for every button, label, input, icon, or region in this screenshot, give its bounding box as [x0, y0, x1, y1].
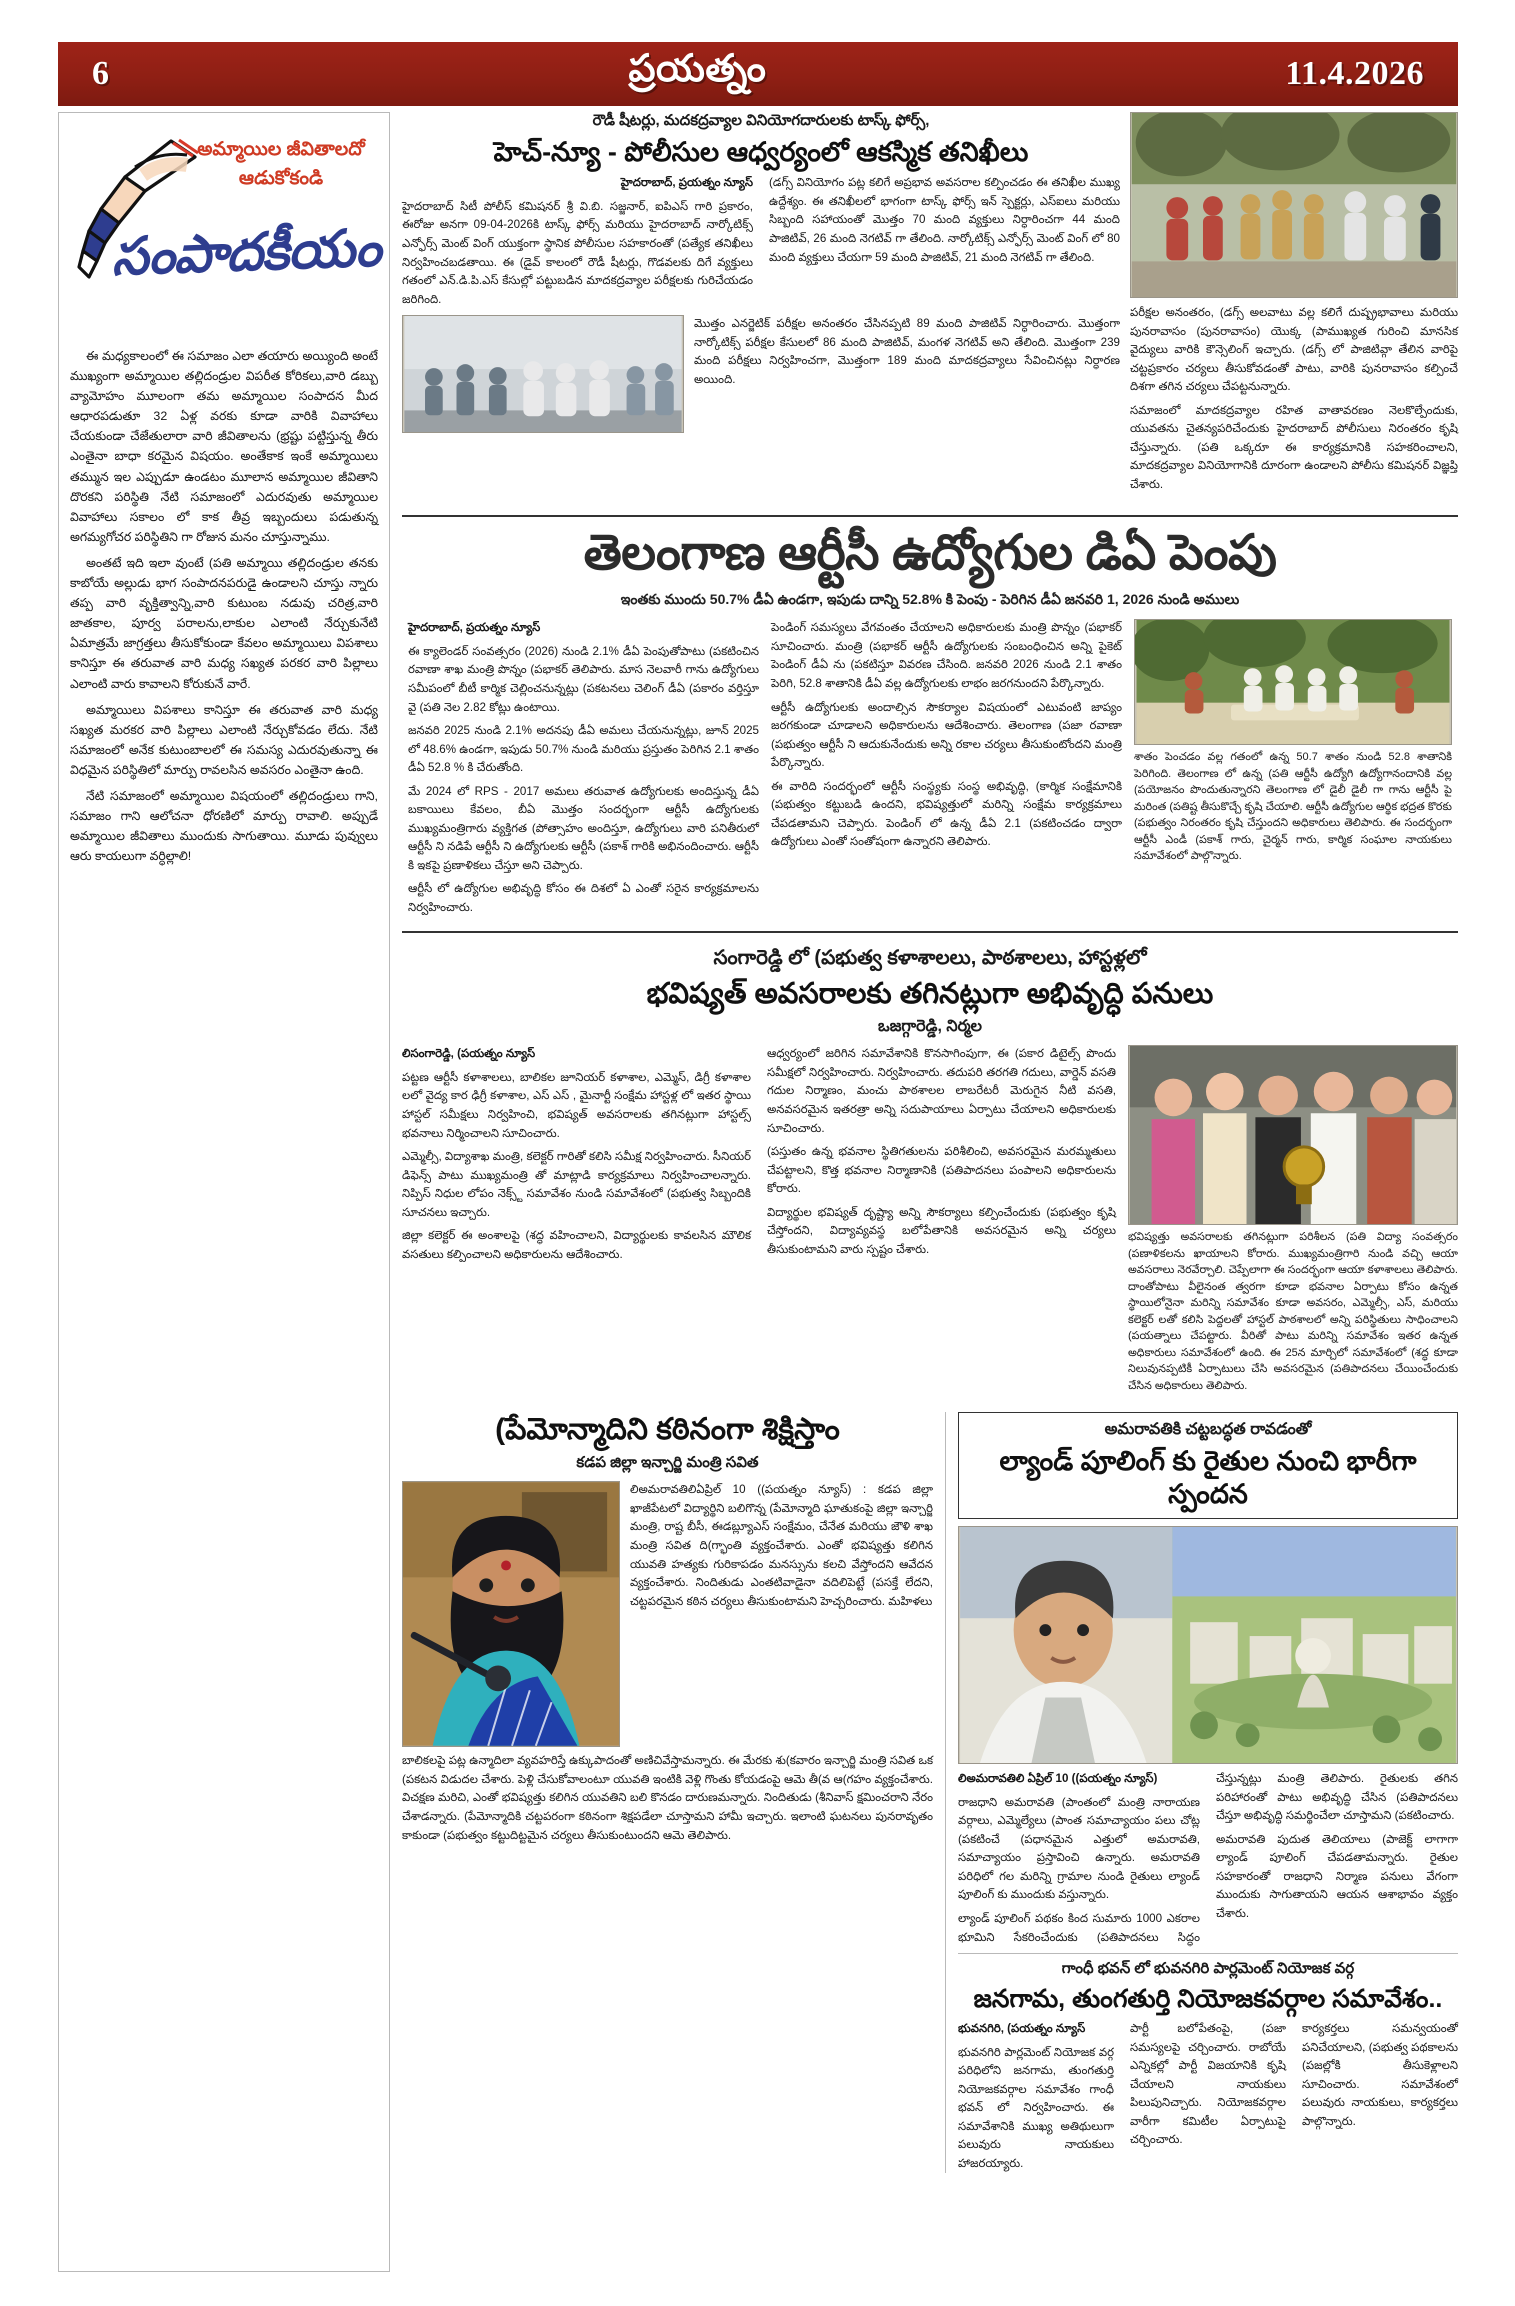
masthead	[58, 42, 1458, 106]
dateline: హైదరాబాద్, ప్రయత్నం న్యూస్	[408, 621, 541, 635]
paragraph: భువనగిరి పార్లమెంట్ నియోజక వర్గ పరిధిలోని జనగామ, తుంగతుర్తి నియోజకవర్గాల సమావేశం గాంధీ భవన్ లో నిర్వహించారు. ఈ సమావేశానికి ముఖ్య అతిథులుగా పలువురు నాయకులు హాజరయ్యారు.	[958, 2045, 1114, 2170]
paragraph: పట్టణ ఆర్టీసీ కళాశాలలు, బాలికల జూనియర్ కళాశాల, ఎమ్మెస్, డిగ్రీ కళాశాల లలో వైద్య కార ఢిగ్రీ కళాశాల, ఎస్ ఎస్ , మైనార్టీ సంక్షేమ హాస్టళ్ల లో ఇతర స్థాయి హాస్టల్ సమీక్షలు నిర్వహించి, భవిష్యత్ అవసరాలకు తగినట్లుగా హాస్టల్స్ భవనాలు నిర్మించాలని సూచించారు.	[402, 1070, 751, 1140]
editorial-paragraph: అంతటే ఇది ఇలా వుంటే (పతి అమ్మాయి తల్లిదండ్రుల తనకు కాబోయే అల్లుడు భాగ సంపాదనపరుడై ఉండాలని చూస్తు న్నారు తప్ప వారి వృక్తిత్వాన్ని,వారి కుటుంబ నడువు చరిత్ర,వారి జాతకాల, పూర్వ పరాలను,లాకుల ఎలాంటి నేర్చుకునేటి ఏమాత్రమే జాగ్రత్తలు తీసుకోకుండా కేవలం అమ్మాయిలు విపశాలు కానిస్తూ ఈ తరువాత వారి మధ్య సఖ్యత పరకర వారి పిల్లాలు ఎలాంటి వారు కావాలని కోరుకునే వారే.	[70, 555, 378, 691]
paragraph: సమాజంలో మాదకద్రవ్యాల రహిత వాతావరణం నెలకొల్పేందుకు, యువతను చైతన్యపరిచేందుకు హైదరాబాద్ పోలీసులు నిరంతరం కృషి చేస్తున్నారు. (పతి ఒక్కరూ ఈ కార్యక్రమానికి సహకరించాలని, మాదకద్రవ్యాల వినియోగానికి దూరంగా ఉండాలని పోలీసు కమిషనర్ విజ్ఞప్తి చేశారు.	[1130, 403, 1458, 491]
article-sangareddy-kicker: సంగారెడ్డి లో (పభుత్వ కళాశాలలు, పాఠశాలలు, హాస్టళ్లలో	[713, 946, 1147, 969]
paragraph: ల్యాండ్ పూలింగ్ పథకం కింద సుమారు 1000 ఎకరాల భూమిని సేకరించేందుకు (పతిపాదనలు సిద్ధం చేస్తున్నట్లు మంత్రి తెలిపారు. రైతులకు తగిన పరిహారంతో పాటు అభివృద్ధి చేసిన (పతిపాదనలు చేస్తూ అభివృద్ధి సమర్థించేలా చూస్తామని (పకటించారు.	[958, 1772, 1458, 1944]
article-gandhi-bhavan-headline: జనగామ, తుంగతుర్తి నియోజకవర్గాల సమావేశం..	[973, 1985, 1443, 2014]
sangareddy-award-photo	[1128, 1045, 1458, 1225]
paragraph: (పస్తుతం ఉన్న భవనాల స్థితిగతులను పరిశీలించి, అవసరమైన మరమ్మతులు చేపట్టాలని, కొత్త భవనాల నిర్మాణానికి (పతిపాదనలు పంపాలని అధికారులను కోరారు.	[767, 1145, 1116, 1196]
article-minister-text	[630, 1481, 933, 1747]
editorial-paragraph: అమ్మాయిలు విపశాలు కానిస్తూ ఈ తరువాత వారి మధ్య సఖ్యత మరకర వారి పిల్లాలు ఎలాంటి నేర్చుకోవడం లేదు. నేటి సమాజంలో అనేక కుటుంబాలలో ఈ సమస్య ఎదురవుతున్నా ఈ విధమైన పరిస్థితిలో మార్పు రావలసిన అవసరం ఎంతైనా ఉంది.	[70, 702, 378, 777]
article-police-kicker: రౌడీ షీటర్లు, మదకద్రవ్యాల వినియోగదారులకు టాస్క్ ఫోర్స్,	[592, 112, 930, 129]
article-land-pooling	[958, 1412, 1458, 2173]
land-pooling-photo	[958, 1526, 1458, 1764]
paragraph: (డగ్స్ వినియోగం పట్ల కలిగే అప్రభావ అవసరాల కల్పించడం ఈ తనిఖీల ముఖ్య ఉద్దేశ్యం. ఈ తనిఖీలలో భాగంగా టాస్క్ ఫోర్స్ ఇన్ స్పెక్టర్లు, ఎస్ఐలు మరియు సిబ్బంది సహాయంతో మొత్తం 70 మంది వ్యక్తులు నిర్ధారించగా 44 మంది పాజిటివ్, 26 మంది నెగటివ్ గా తేలింది. నార్కోటిక్స్ ఎన్ఫోర్స్ మెంట్ వింగ్ లో 80 మంది వ్యక్తులు చేయగా 59 మంది పాజిటివ్, 21 మంది నెగటివ్ గా తేలింది.	[769, 176, 1120, 264]
editorial-tagline	[183, 135, 379, 194]
page-number: 6	[92, 55, 110, 92]
editorial-logo	[59, 113, 389, 338]
article-minister-headline: (పేమోన్మాదిని కఠినంగా శిక్షిస్తాం	[495, 1413, 840, 1447]
article-sangareddy-headline: భవిష్యత్ అవసరాలకు తగినట్లుగా అభివృద్ధి పనులు	[646, 977, 1214, 1010]
editorial-logo-word: సంపాదకీయం	[110, 219, 381, 287]
article-land-pooling-text	[958, 1770, 1458, 1947]
editorial-column	[58, 112, 390, 2272]
article-police-body	[402, 174, 1120, 309]
article-minister-savitha	[402, 1412, 946, 2173]
tagline-line-1: అమ్మాయిల జీవితాలదో	[197, 139, 365, 160]
article-land-pooling-kicker: అమరావతికి చట్టబద్ధత రావడంతో	[1104, 1421, 1312, 1439]
article-rtc-photo-caption: శాతం పెంచడం వల్ల గతంలో ఉన్న 50.7 శాతం నుండి 52.8 శాతానికి పెరిగింది. తెలంగాణ లో ఉన్న (పతి ఆర్టీసీ ఉద్యోగి ఉద్యోగానందానికి వల్ల (పయోజనం పొందుతున్నారని తెలంగాణ లో డైలీ డైలీ గా గాను ఆర్టీసీ పై మరింత (పతిష్ట తీసుకొచ్చే కృషి చేయాలి. ఆర్టీసీ ఉద్యోగుల ఆర్థిక భద్రత కొరకు (పభుత్వం నిరంతరం కృషి చేస్తుందని అధికారులు తెలిపారు. ఈ సందర్భంగా ఆర్టీసీ ఎండీ (పకాశ్ గారు, చైర్మన్ గారు, కార్మిక సంఘాల నాయకులు సమావేశంలో పాల్గొన్నారు.	[1134, 751, 1452, 863]
paragraph: రాజధాని అమరావతి (పాంతంలో మంత్రి నారాయణ వర్గాలు, ఎమ్మెల్యేలు (పాంత సమాచ్యాయం పలు చోట్ల (పకటించే (పధానమైన ఎత్తులో అమరావతి, సమాచ్యాయం ప్రస్తావించి ఉన్నారు. అమరావతి పరిధిలో గల మరిన్ని గ్రామాల నుండి రైతులు ల్యాండ్ పూలింగ్ కు ముందుకు వస్తున్నారు.	[958, 1795, 1200, 1902]
paragraph: హైదరాబాద్ సిటీ పోలీస్ కమిషనర్ శ్రీ వి.బి. సజ్జనార్, ఐపిఎస్ గారి ప్రకారం, ఈరోజు అనగా 09-04-2026కి టాస్క్ ఫోర్స్ మరియు హైదరాబాద్ నార్కోటిక్స్ ఎన్ఫోర్స్ మెంట్ వింగ్ యుక్తంగా స్థానిక పోలీసుల సహకారంతో (పత్యేక తనిఖీలు నిర్వహించబడతాయి. ఈ (డైవ్ కాలంలో రౌడీ షీటర్లు, గొడవలకు దిగే వ్యక్తులు గతంలో ఎన్.డి.పి.ఎస్ కేసుల్లో పట్టుబడిన మాదకద్రవ్యాల పరీక్షలకు గురిచేయడం జరిగింది.	[402, 199, 753, 306]
paragraph: ఆధ్వర్యంలో జరిగిన సమావేశానికి కొనసాగింపుగా, ఈ (పకార డిటైల్స్ పొందు సమీక్షలో నిర్వహించారు. నిర్వహించారు. తదుపరి తరగతి గదులు, వార్డెన్ వసతి గదుల నిర్మాణం, మంచు పాఠశాలల లాబరేటరీ మెరుగైన నీటి వసతి, అనవసరమైన ఇతరత్రా అన్ని సదుపాయాలు ఏర్పాటు చేయాలని అధికారులకు సూచించారు.	[767, 1047, 1116, 1135]
paragraph: జనవరి 2025 నుండి 2.1% అదనపు డీఏ అమలు చేయనున్నట్లు, జూన్ 2025 లో 48.6% ఉండగా, ఇపుడు 50.7% నుండి మరియు ప్రస్తుతం పెరిగిన 2.1 శాతం డీఏ 52.8 % కి చేరుతోంది.	[408, 724, 759, 775]
paragraph: పరీక్షల అనంతరం, (డగ్స్ అలవాటు వల్ల కలిగే దుష్ప్రభావాలు మరియు పునరావాసం (పునరావాసం) యొక్క (పాముఖ్యత గురించి మానసిక వైద్యులు వారికి కౌన్సెలింగ్ ఇచ్చారు. (డగ్స్ లో పాజిటివ్గా తేలిన వారిపై చట్టప్రకారం చర్యలు తీసుకోవడంతో పాటు, వారికి పునరావాసం కల్పించే దిశగా తగిన చర్యలు చేపట్టనున్నారు.	[1130, 306, 1458, 394]
article-police-photo-column	[1130, 112, 1458, 499]
paragraph: జిల్లా కలెక్టర్ ఈ అంశాలపై (శద్ధ వహించాలని, విద్యార్థులకు కావలసిన మౌలిక వసతులు కల్పించాలని అధికారులను ఆదేశించారు.	[402, 1229, 751, 1261]
article-police-headline: హెచ్-న్యూ - పోలీసుల ఆధ్వర్యంలో ఆకస్మిక తనిఖీలు	[493, 137, 1029, 167]
dateline: లిసంగారెడ్డి, (పయత్నం న్యూస్	[402, 1047, 536, 1061]
dateline: హైదరాబాద్, ప్రయత్నం న్యూస్	[620, 176, 753, 190]
paragraph: అమరావతి పుదుత తెలియాలు (పాజెక్ట్ లాగాగా ల్యాండ్ పూలింగ్ చేపడతామన్నారు. రైతుల సహకారంతో రాజధాని నిర్మాణ పనులు వేగంగా ముందుకు సాగుతాయని ఆయన ఆశాభావం వ్యక్తం చేశారు.	[1216, 1832, 1458, 1920]
article-sangareddy	[402, 947, 1458, 1395]
page-content	[58, 112, 1458, 2272]
paragraph: పెండింగ్ సమస్యలు వేగవంతం చేయాలని అధికారులకు మంత్రి పొన్నం (పభాకర్ సూచించారు. మంత్రి (పభాకర్ ఆర్టీసీ ఉద్యోగులకు సంబంధించిన అన్ని పైకెట్ పెండింగ్ డీఏ ను (పకటిస్తూ వివరణ చేసింది. జనవరి 2026 నుండి 2.1 శాతం పెరిగి, 52.8 శాతానికి డీఏ వల్ల ఉద్యోగులకు లాభం జరగనుందని పేర్కొన్నారు.	[771, 621, 1122, 690]
article-gandhi-bhavan-kicker: గాంధీ భవన్ లో భువనగిరి పార్లమెంట్ నియోజక వర్గ	[1061, 1960, 1355, 1978]
main-content-column	[402, 112, 1458, 2272]
article-rtc-headline: తెలంగాణ ఆర్టీసీ ఉద్యోగుల డిఏ పెంపు	[583, 526, 1277, 581]
bottom-articles-row	[402, 1412, 1458, 2173]
paragraph: మొత్తం ఎనర్జెటిక్ పరీక్షల అనంతరం చేసినప్పటి 89 మంది పాజిటివ్ నిర్ధారించారు. మొత్తంగా నార్కోటిక్స్ పరీక్షల కేసులలో 86 మంది పాజిటివ్, మంగళ నెగటివ్ అని తేలింది. మొత్తంగా 239 మంది పరీక్షలు నిర్వహించగా, మొత్తంగా 189 మంది మాదకద్రవ్యాలు సేవించినట్లు నిర్ధారణ అయింది.	[694, 317, 1120, 386]
article-land-pooling-headline: ల్యాండ్ పూలింగ్ కు రైతుల నుంచి భారీగా స్పందన	[999, 1446, 1417, 1509]
article-sangareddy-photo-caption: భవిష్యత్తు అవసరాలకు తగినట్లుగా పరిశీలన (పతి విద్యా సంవత్సరం (పణాళికలను ఖాయాలని కోరారు. ముఖ్యమంత్రిగారి నుండి వచ్చి ఆయా అవసరాలు నెరవేర్చాలి. చెప్పేలాగా ఈ సందర్భంగా ఆయా కళాశాలలు తెలిపారు. దాంతోపాటు వీలైనంత త్వరగా కూడా భవనాల ఏర్పాటు కోసం ఉన్నత స్థాయిలోనైనా మరిన్ని సమావేశం కూడా అవసరం, ఎమ్మెల్సీ, ఎస్, మరియు కలెక్టర్ లతో కలిసి పెద్దలతో హాస్టల్ పాఠశాలలో అన్ని పరిస్థితులు సాధించాలని (పయత్నాలు చేపట్టారు. వీరితో పాటు మరిన్ని సమావేశం ఇతర ఉన్నత అధికారులు సమావేశంలో ఉంది. ఈ 25న మార్చిలో సమావేశంలో (శద్ధ కూడా నిలువునప్పటికీ ఏర్పాటులు చేసి అవసరమైన (పతిపాదనలు చేయించేందుకు చేసిన అధికారులు తెలిపారు.	[1128, 1231, 1458, 1392]
paragraph: పార్టీ బలోపేతంపై, (పజా సమస్యలపై చర్చించారు. రాబోయే ఎన్నికల్లో పార్టీ విజయానికి కృషి చేయాలని నాయకులు పిలుపునిచ్చారు. నియోజకవర్గాల వారీగా కమిటీల ఏర్పాటుపై చర్చించారు.	[1130, 2022, 1286, 2147]
tagline-line-2: ఆడుకోకండి	[238, 168, 324, 190]
paragraph: ఎమ్మెల్సీ, విద్యాశాఖ మంత్రి, కలెక్టర్ గారితో కలిసి సమీక్ష నిర్వహించారు. సీనియర్ డిఫెన్స్ పాటు ముఖ్యమంత్రి తో మాట్లాడి కార్యక్రమాలు నిర్వహించాలన్నారు. నిప్పిస్ నిధుల లోపం నెక్స్ట్ సమావేశం నుండి సమావేశంలో (పభుత్వ సిబ్బందికి సూచనలు ఇచ్చారు.	[402, 1150, 751, 1219]
article-sangareddy-body	[402, 1045, 1458, 1394]
article-minister-byline: కడప జిల్లా ఇన్చార్జి మంత్రి సవిత	[576, 1454, 759, 1472]
police-inspection-photo	[402, 315, 684, 433]
paragraph: మే 2024 లో RPS - 2017 అమలు తరువాత ఉద్యోగులకు అందిస్తున్న డీఏ బకాయిలు కేవలం, బీఏ మొత్తం సందర్భంగా ఆర్టీసీ ఉద్యోగులకు ముఖ్యమంత్రిగారు వ్యక్తిగత (పోత్సాహం అందిస్తూ, ఉద్యోగులు వారి పనితీరులో ఆర్టీసీ ని నడిపే ఆర్టీసీ ని ఉద్యోగులకు ఆర్టీసీ (పకాశ్ గారికి అభినందించారు. ఆర్టీసీ కి ఇకపై ప్రణాళికలు చేస్తూ అని చెప్పారు.	[408, 784, 759, 872]
dateline: లిఅమరావతిలి ఏప్రిల్ 10 ((పయత్నం న్యూస్)	[958, 1772, 1158, 1786]
divider	[958, 1953, 1458, 1954]
article-police-body-cont	[694, 315, 1120, 433]
article-rtc-photo-column	[1134, 619, 1452, 922]
article-police-photo-caption	[1130, 304, 1458, 494]
article-rtc-subhead: ఇంతకు ముందు 50.7% డీఏ ఉండగా, ఇపుడు దాన్ని 52.8% కి పెంపు - పెరిగిన డీఏ జనవరి 1, 2026 నుండి అములు	[620, 591, 1240, 608]
article-minister-text-cont	[402, 1752, 933, 1845]
article-rtc-da-hike	[402, 515, 1458, 932]
paragraph: ఆర్టీసీ లో ఉద్యోగుల అభివృద్ధి కోసం ఈ దిశలో ఏ ఎంతో సరైన కార్యక్రమాలను నిర్వహించారు.	[408, 882, 759, 915]
article-rtc-col-1	[408, 619, 759, 922]
minister-savitha-photo	[402, 1481, 620, 1747]
dateline: భువనగిరి, (పయత్నం న్యూస్	[958, 2022, 1086, 2036]
paragraph: బాలికలపై పట్ల ఉన్మాదిలా వ్యవహరిస్తే ఉక్కుపాదంతో అణిచివేస్తామన్నారు. ఈ మేరకు శు(కవారం ఇన్చార్జి మంత్రి సవిత ఒక (పకటన విడుదల చేశారు. పెళ్లి చేసుకోవాలంటూ యువతి ఇంటికి వెళ్లి గొంతు కోయడంపై ఆమె తీ(వ ఆ(గహం వ్యక్తంచేశారు. విచక్షణ మరిచి, ఎంతో భవిష్యత్తు కలిగిన యువతిని బలి కొనడం దారుణమన్నారు. నిందితుడు (శీనివాస్ క్షమించరాని నేరం చేశాడన్నారు. (పేమోన్మాదికి చట్టపరంగా కఠినంగా శిక్షపడేలా చూస్తామని హామీ ఇచ్చారు. ఇలాంటి ఘటనలు పునరావృతం కాకుండా (పభుత్వం కట్టుదిట్టమైన చర్యలు తీసుకుంటుందని ఆమె తెలిపారు.	[402, 1754, 933, 1842]
editorial-paragraph: ఈ మధ్యకాలంలో ఈ సమాజం ఎలా తయారు అయ్యింది అంటే ముఖ్యంగా అమ్మాయిల తల్లిదండ్రుల విపరీత కోరికలు,వారి డబ్బు వ్యామోహం మూలంగా తమ అమ్మాయిల సంపాదన మీద ఆధారపడుతూ 32 ఏళ్ల వరకు కూడా వారికి వివాహాలు చేయకుండా చేజేతులారా వారి జీవితాలను (భ్రష్టు పట్టిస్తున్న తీరు ఎంతైనా బాధా కరమైన విషయం. అంతేకాక ఇంకే అమ్మాయిలు తమ్మున ఇల ఎప్పుడూ ఉండటం మూలాన అమ్మాయిల జీవితాని దొరకని పరిస్థితి నేటి సమాజంలో ఎదురవుతు అమ్మాయిల వివాహాలు సకాలం లో కాక తీవ్ర ఇబ్బందులు పడుతున్న అగమ్యగోచర పరిస్థితిని గా రోజున మనం చూస్తున్నాము.	[70, 349, 378, 544]
paragraph: విద్యార్థుల భవిష్యత్ దృష్ట్యా అన్ని సౌకర్యాలు కల్పించేందుకు (పభుత్వం కృషి చేస్తోందని, విద్యావ్యవస్థ బలోపేతానికి అవసరమైన అన్ని చర్యలు తీసుకుంటామని వారు స్పష్టం చేశారు.	[767, 1205, 1116, 1256]
article-sangareddy-text	[402, 1045, 1116, 1394]
article-gandhi-bhavan-text	[958, 2020, 1458, 2173]
paragraph: ఈ క్యాలెండర్ సంవత్సరం (2026) నుండి 2.1% డీఏ పెంపుతోపాటు (పకటించిన రవాణా శాఖ మంత్రి పొన్నం (పభాకర్ తెలిపారు. మాస నెలవారీ గాను ఉద్యోగులు సమీపంలో బీటీ కార్మిక చెల్లించనున్నట్లు (పకటనలు చెలింగ్ డీఏ (పకారం వర్తిస్తూ వై (పతి నెల 2.82 కోట్లు ఉంటాయి.	[408, 644, 759, 714]
paragraph: కార్యకర్తలు సమన్వయంతో పనిచేయాలని, (పభుత్వ పథకాలను (పజల్లోకి తీసుకెళ్లాలని సూచించారు. సమావేశంలో పలువురు నాయకులు, కార్యకర్తలు పాల్గొన్నారు.	[1302, 2022, 1458, 2128]
article-rtc-columns	[408, 619, 1452, 922]
police-officers-photo	[1130, 112, 1458, 298]
editorial-paragraph: నేటి సమాజంలో అమ్మాయిల విషయంలో తల్లిదండ్రులు గాని, సమాజం గాని ఆలోచనా ధోరణిలో మార్పు రావాలి. అప్పుడే అమ్మాయిల జీవితాలు ముందుకు సాగుతాయి. మూడు పువ్వులు ఆరు కాయలుగా వర్ధిల్లాలి!	[70, 788, 378, 864]
editorial-text	[59, 338, 389, 2271]
article-rtc-col-2	[771, 619, 1122, 922]
paragraph: లిఅమరావతిలిఏప్రిల్ 10 ((పయత్నం న్యూస్) : కడప జిల్లా ఖాజీపేటలో విద్యార్థిని బలిగొన్న (పేమోన్మాది ఘాతుకంపై జిల్లా ఇన్చార్జి మంత్రి, రాష్ట బీసీ, ఈడబ్ల్యూఎస్ సంక్షేమం, చేనేత మరియు జౌళి శాఖ మంత్రి సవిత ది(గ్భాంతి వ్యక్తంచేశారు. ఎంతో భవిష్యత్తు కలిగిన యువతి హత్యకు గురికాపడం మనస్సును కలచి వేస్తోందని ఆవేదన వ్యక్తంచేశారు. నిందితుడు ఎంతటివాడైనా వదిలిపెట్టే (పసక్తే లేదని, చట్టపరమైన కఠిన చర్యలు తీసుకుంటామని హెచ్చరించారు. మహిళలు	[630, 1483, 933, 1608]
newspaper-title: ప్రయత్నం	[628, 48, 767, 90]
article-sangareddy-photo-column	[1128, 1045, 1458, 1394]
article-land-pooling-headbox	[958, 1412, 1458, 1519]
rtc-meeting-photo	[1134, 619, 1452, 745]
paragraph: ఆర్టీసీ ఉద్యోగులకు అందాల్సిన సౌకర్యాల విషయంలో ఎటువంటి జాప్యం జరగకుండా చూడాలని అధికారులను ఆదేశించారు. తెలంగాణ (పజా రవాణా (పభుత్వం ఆర్టీసీ ని ఆదుకునేందుకు అన్ని రకాల చర్యలు తీసుకుంటోందని మంత్రి పేర్కొన్నారు.	[771, 700, 1122, 770]
paragraph: ఈ వారిది సందర్భంలో ఆర్టీసీ సంస్థ్యకు సంస్థ అభివృద్ధి, (కార్మిక సంక్షేమానికి (పభుత్వం కట్టుబడి ఉందని, భవిష్యత్తులో మరిన్ని సంక్షేమ కార్యక్రమాలు చేపడతామని చెప్పారు. పెండింగ్ లో ఉన్న డీఏ 2.1 (పకటించడం ద్వారా ఉద్యోగులు ఎంతో సంతోషంగా ఉన్నారని తెలిపారు.	[771, 779, 1122, 849]
article-sangareddy-byline: ఒజగ్గారెడ్డి, నిర్మల	[878, 1018, 982, 1036]
article-police-taskforce	[402, 112, 1458, 499]
publication-date: 11.4.2026	[1285, 55, 1424, 92]
